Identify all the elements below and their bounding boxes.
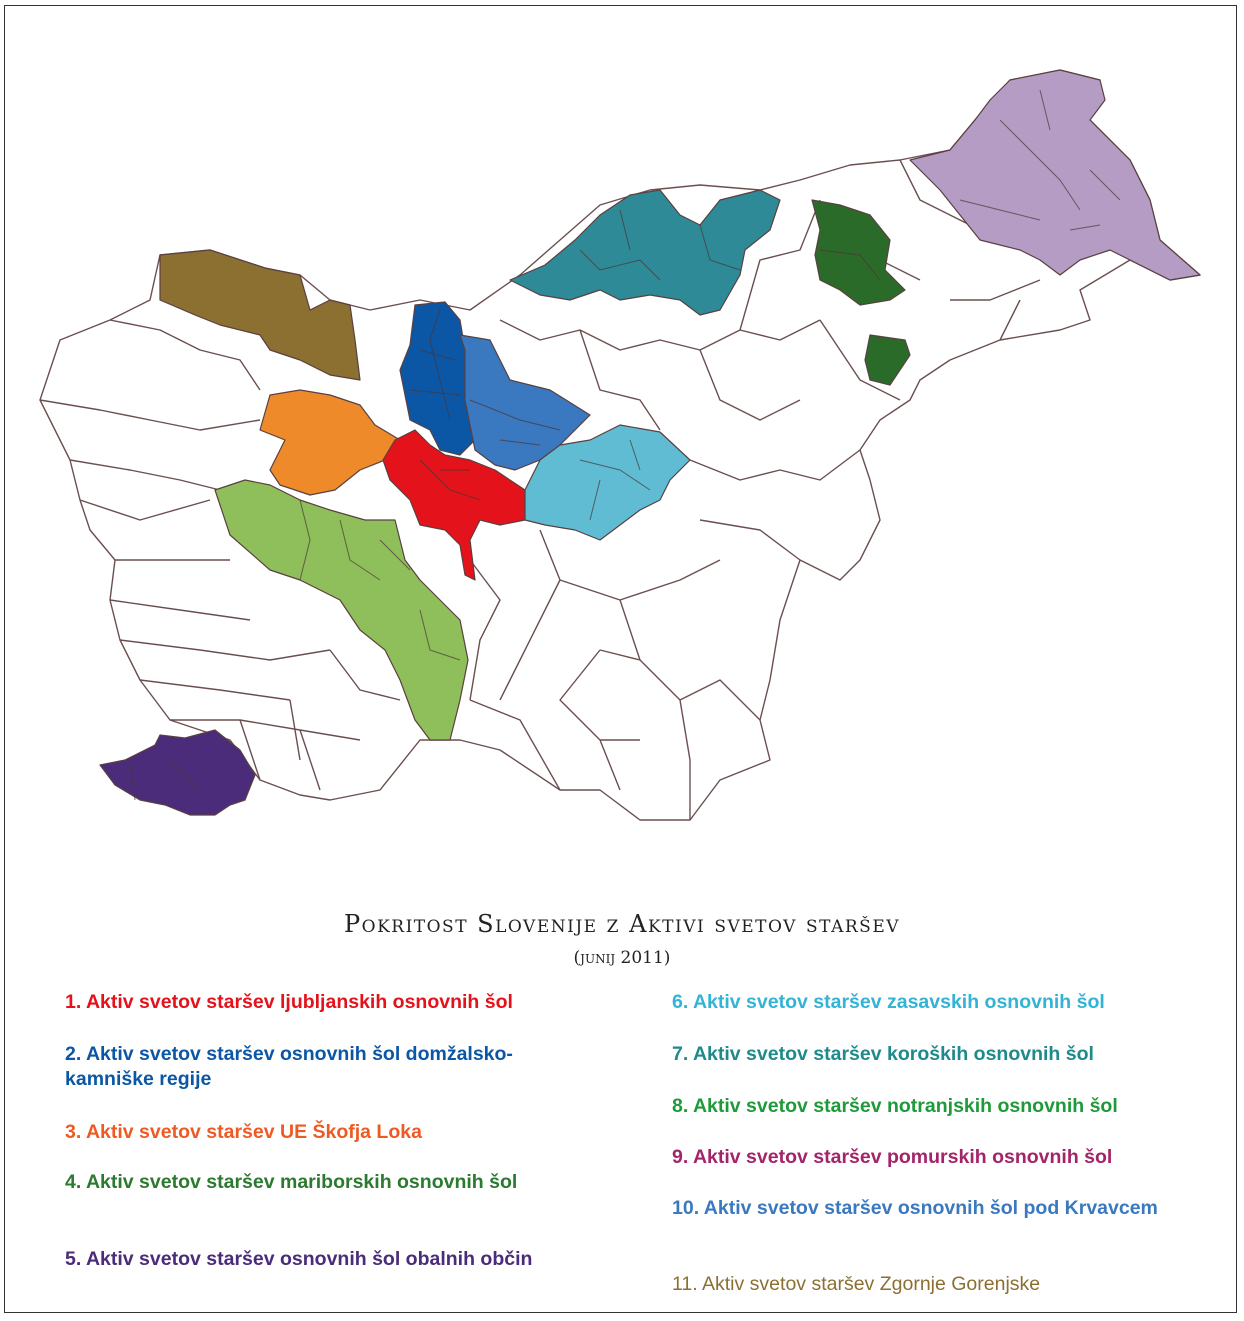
legend-item-11: 11. Aktiv svetov staršev Zgornje Gorenjske [672,1273,1041,1295]
legend-item-5: 5. Aktiv svetov staršev osnovnih šol obalnih občin [65,1248,533,1270]
map-subtitle: (junij 2011) [573,948,671,968]
legend-item-7: 7. Aktiv svetov staršev koroških osnovnih šol [672,1043,1094,1065]
region-obala[interactable] [100,730,255,815]
legend-item-4: 4. Aktiv svetov staršev mariborskih osnovnih šol [65,1171,518,1193]
legend-item-1: 1. Aktiv svetov staršev ljubljanskih osnovnih šol [65,991,513,1013]
legend-item-2: 2. Aktiv svetov staršev osnovnih šol domžalsko-kamniške regije [65,1043,513,1090]
legend-item-3: 3. Aktiv svetov staršev UE Škofja Loka [65,1121,422,1143]
legend-item-6: 6. Aktiv svetov staršev zasavskih osnovnih šol [672,991,1105,1013]
legend-item-8: 8. Aktiv svetov staršev notranjskih osnovnih šol [672,1095,1118,1117]
legend-item-10: 10. Aktiv svetov staršev osnovnih šol pod Krvavcem [672,1197,1158,1219]
legend-item-9: 9. Aktiv svetov staršev pomurskih osnovnih šol [672,1146,1113,1168]
map-title: Pokritost Slovenije z Aktivi svetov staršev [343,910,901,938]
